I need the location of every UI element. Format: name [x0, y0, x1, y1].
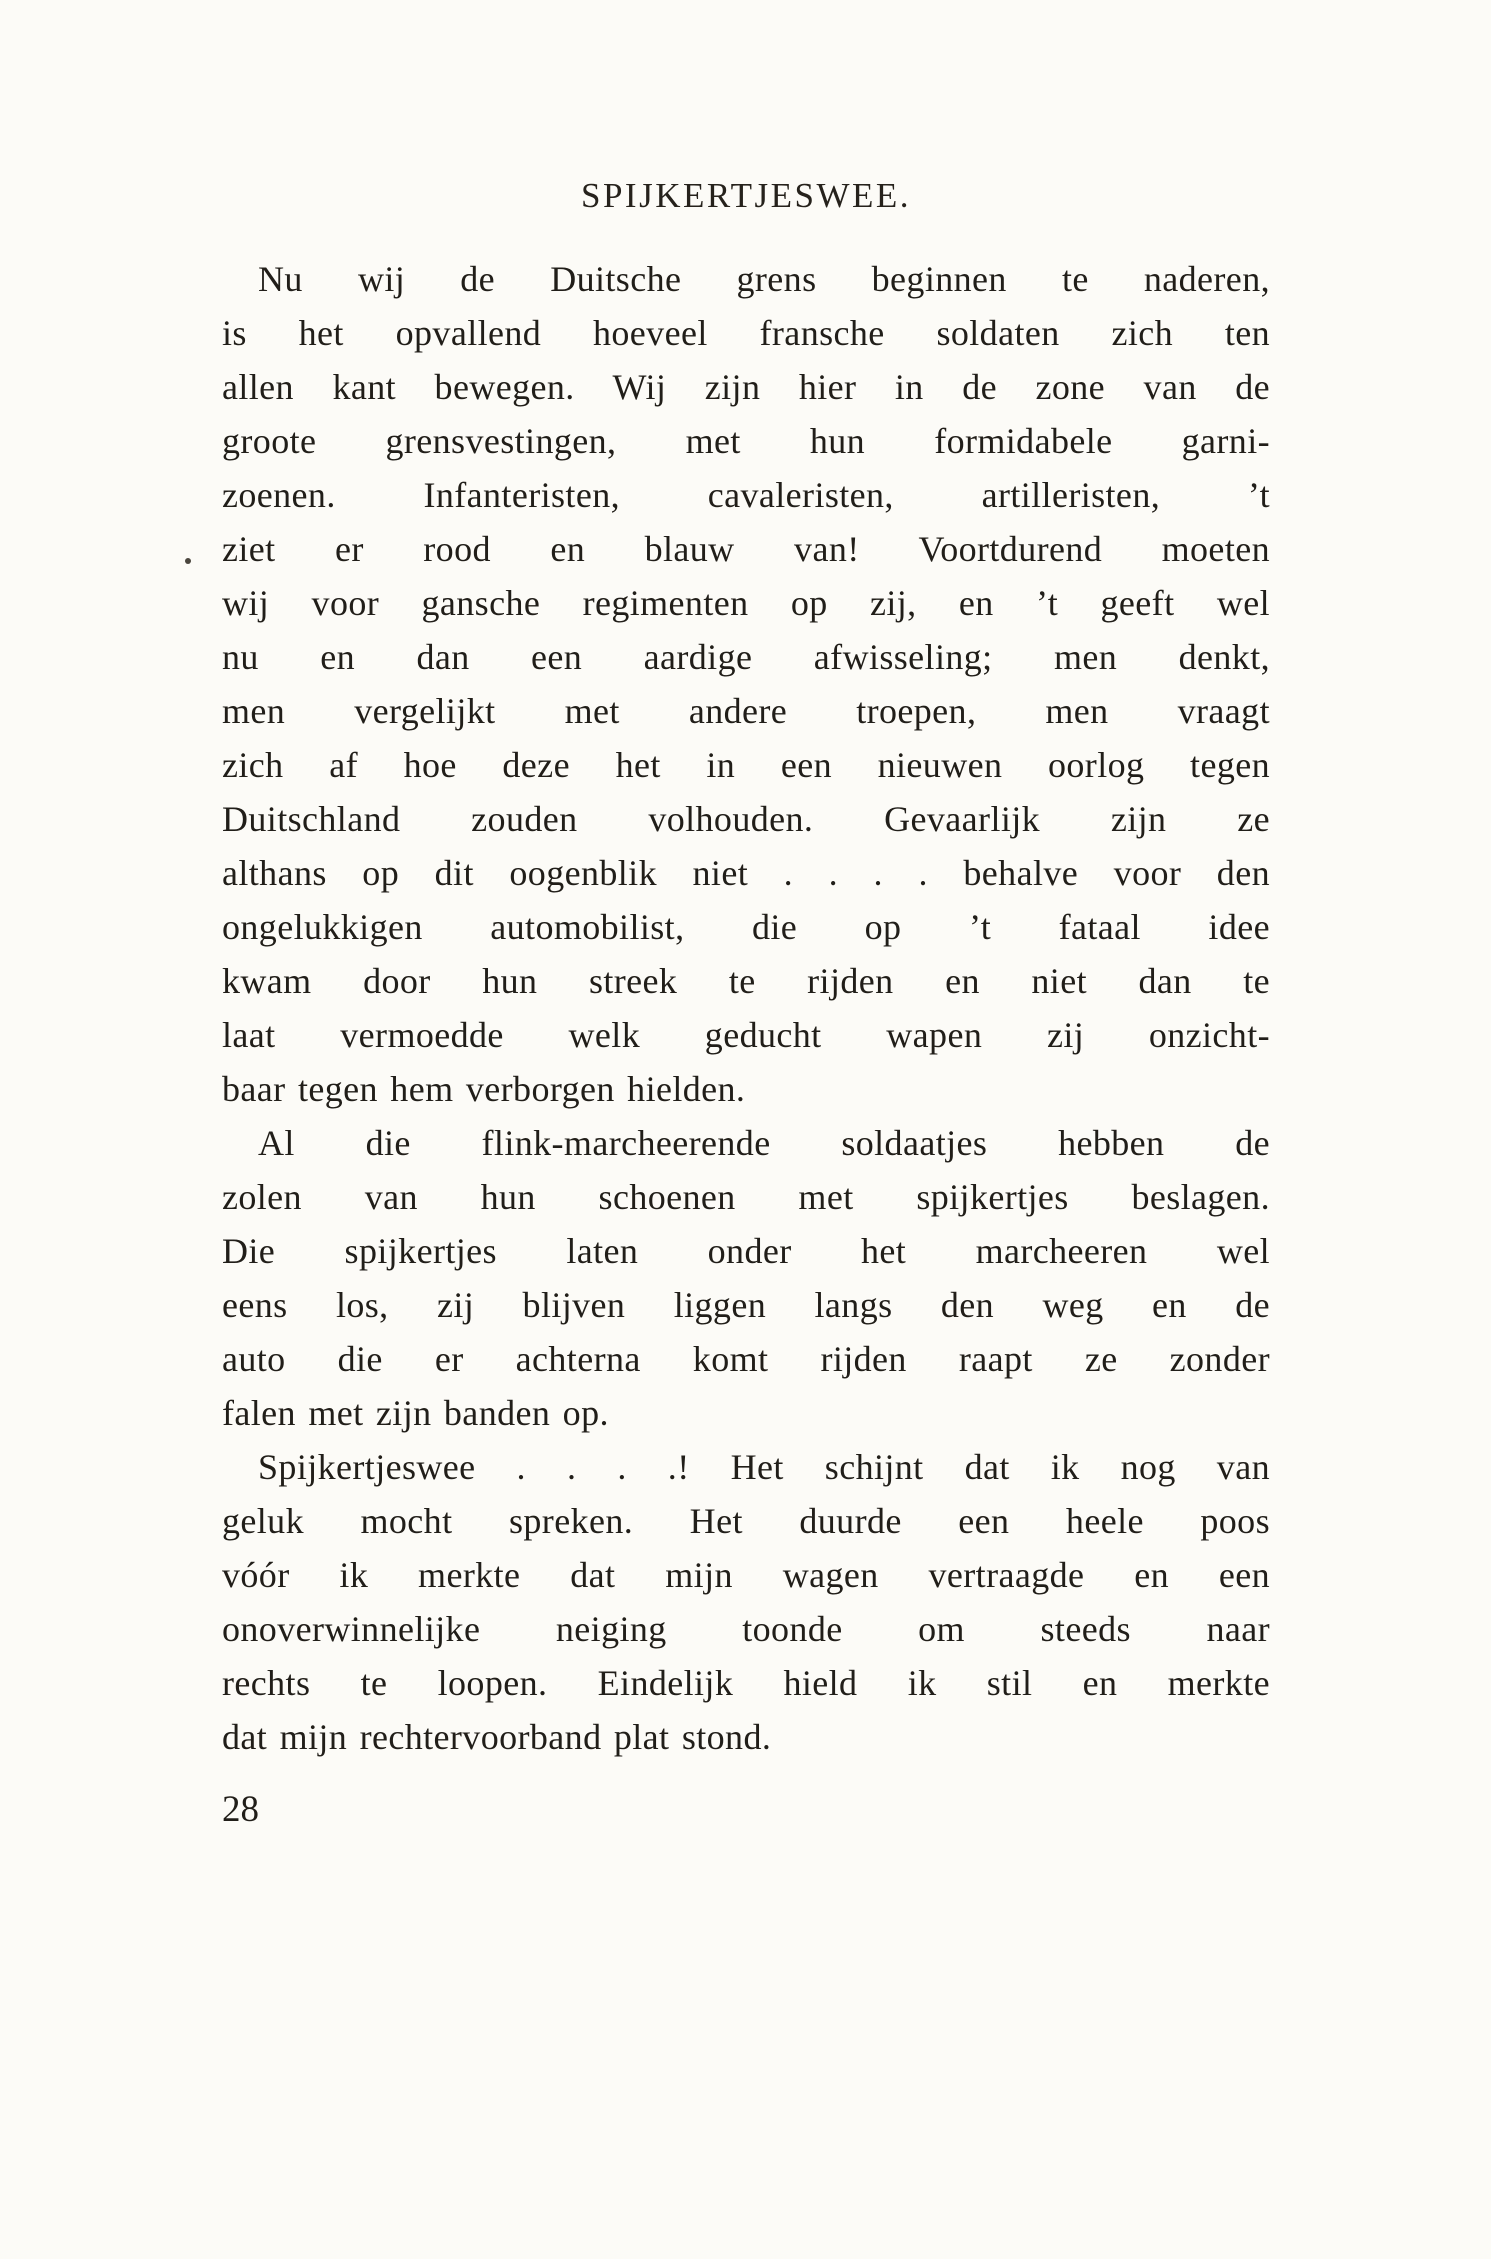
text-line: onoverwinnelijke neiging toonde om steeds naar: [222, 1609, 1270, 1649]
paragraph: [222, 1116, 1270, 1440]
text-line: baar tegen hem verborgen hielden.: [222, 1069, 746, 1109]
paragraph: [222, 1440, 1270, 1764]
text-line: rechts te loopen. Eindelijk hield ik stil en merkte: [222, 1663, 1270, 1703]
text-line: Al die flink-marcheerende soldaatjes hebben de: [258, 1123, 1270, 1163]
text-line: zich af hoe deze het in een nieuwen oorlog tegen: [222, 745, 1270, 785]
text-line: eens los, zij blijven liggen langs den weg en de: [222, 1285, 1270, 1325]
page-title: SPIJKERTJESWEE.: [581, 176, 911, 215]
text-line: nu en dan een aardige afwisseling; men denkt,: [222, 637, 1270, 677]
text-line: Spijkertjeswee . . . .! Het schijnt dat ik nog van: [258, 1447, 1270, 1487]
text-line: is het opvallend hoeveel fransche soldaten zich ten: [222, 313, 1270, 353]
ink-dot-artifact: [185, 558, 191, 564]
text-line: falen met zijn banden op.: [222, 1393, 609, 1433]
page-number: 28: [222, 1789, 259, 1830]
text-line: zolen van hun schoenen met spijkertjes beslagen.: [222, 1177, 1270, 1217]
text-line: vóór ik merkte dat mijn wagen vertraagde en een: [222, 1555, 1270, 1595]
text-line: ziet er rood en blauw van! Voortdurend moeten: [222, 529, 1270, 569]
text-line: wij voor gansche regimenten op zij, en ’t geeft wel: [222, 583, 1270, 623]
text-line: Duitschland zouden volhouden. Gevaarlijk zijn ze: [222, 799, 1270, 839]
text-line: dat mijn rechtervoorband plat stond.: [222, 1717, 772, 1757]
text-line: laat vermoedde welk geducht wapen zij onzicht-: [222, 1015, 1270, 1055]
text-line: allen kant bewegen. Wij zijn hier in de zone van de: [222, 367, 1270, 407]
text-line: althans op dit oogenblik niet . . . . behalve voor den: [222, 853, 1270, 893]
text-line: auto die er achterna komt rijden raapt ze zonder: [222, 1339, 1270, 1379]
text-line: Die spijkertjes laten onder het marcheeren wel: [222, 1231, 1270, 1271]
text-line: Nu wij de Duitsche grens beginnen te naderen,: [258, 259, 1270, 299]
text-line: kwam door hun streek te rijden en niet dan te: [222, 961, 1270, 1001]
text-line: zoenen. Infanteristen, cavaleristen, artilleristen, ’t: [222, 475, 1270, 515]
text-line: geluk mocht spreken. Het duurde een heele poos: [222, 1501, 1270, 1541]
paragraph: [222, 252, 1270, 1116]
text-block: [222, 252, 1270, 1764]
text-line: ongelukkigen automobilist, die op ’t fataal idee: [222, 907, 1270, 947]
text-line: groote grensvestingen, met hun formidabele garni-: [222, 421, 1270, 461]
text-line: men vergelijkt met andere troepen, men vraagt: [222, 691, 1270, 731]
